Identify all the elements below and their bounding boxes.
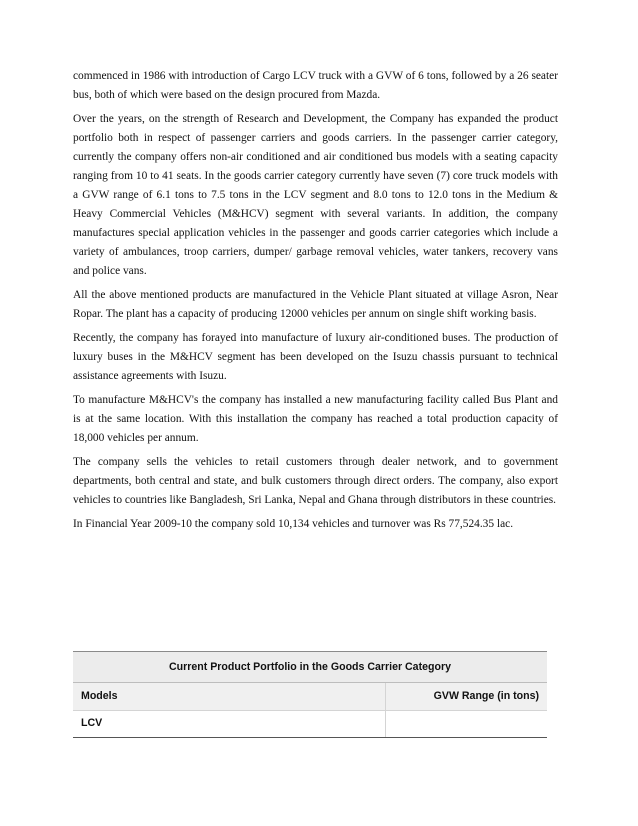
paragraph-product-portfolio: Over the years, on the strength of Research and Development, the Company has expanded the product portfolio both in respect of passenger carriers and goods carriers. In the passenger carrier category, currently the company offers non-air conditioned and air conditioned bus models with a seating capacity ranging from 10 to 41 seats. In the goods carrier category currently have seven (7) core truck models with a GVW range of 6.1 tons to 7.5 tons in the LCV segment and 8.0 tons to 12.0 tons in the Medium & Heavy Commercial Vehicles (M&HCV) segment with several variants. In addition, the company manufactures special application vehicles in the passenger and goods carrier categories which include a variety of ambulances, troop carriers, dumper/ garbage removal vehicles, water tankers, recovery vans and police vans. (73, 113, 558, 277)
paragraph-history: commenced in 1986 with introduction of Cargo LCV truck with a GVW of 6 tons, followed by a 26 seater bus, both of which were based on the design procured from Mazda. (73, 70, 558, 101)
body-text (73, 67, 558, 539)
paragraph-bus-plant: To manufacture M&HCV's the company has installed a new manufacturing facility called Bus Plant and is at the same location. With this installation the company has reached a total production capacity of 18,000 vehicles per annum. (73, 394, 558, 444)
paragraph-vehicle-plant: All the above mentioned products are manufactured in the Vehicle Plant situated at village Asron, Near Ropar. The plant has a capacity of producing 12000 vehicles per annum on single shift working basis. (73, 289, 558, 320)
table-title: Current Product Portfolio in the Goods Carrier Category (73, 651, 547, 682)
column-header-models: Models (73, 683, 386, 710)
column-header-gvw-range: GVW Range (in tons) (433, 690, 539, 702)
table-row (73, 710, 547, 738)
table-header-row (73, 682, 547, 710)
paragraph-sales: The company sells the vehicles to retail customers through dealer network, and to government departments, both central and state, and bulk customers through direct orders. The company, also export vehicles to countries like Bangladesh, Sri Lanka, Nepal and Ghana through distributors in these countries. (73, 456, 558, 506)
goods-carrier-table (73, 651, 547, 738)
table-cell-model: LCV (73, 711, 386, 737)
paragraph-luxury-buses: Recently, the company has forayed into manufacture of luxury air-conditioned buses. The production of luxury buses in the M&HCV segment has been developed on the Isuzu chassis pursuant to technical assistance agreements with Isuzu. (73, 332, 558, 382)
table-cell-gvw-range (386, 711, 547, 737)
paragraph-financial-year: In Financial Year 2009-10 the company sold 10,134 vehicles and turnover was Rs 77,524.35 lac. (73, 518, 514, 530)
